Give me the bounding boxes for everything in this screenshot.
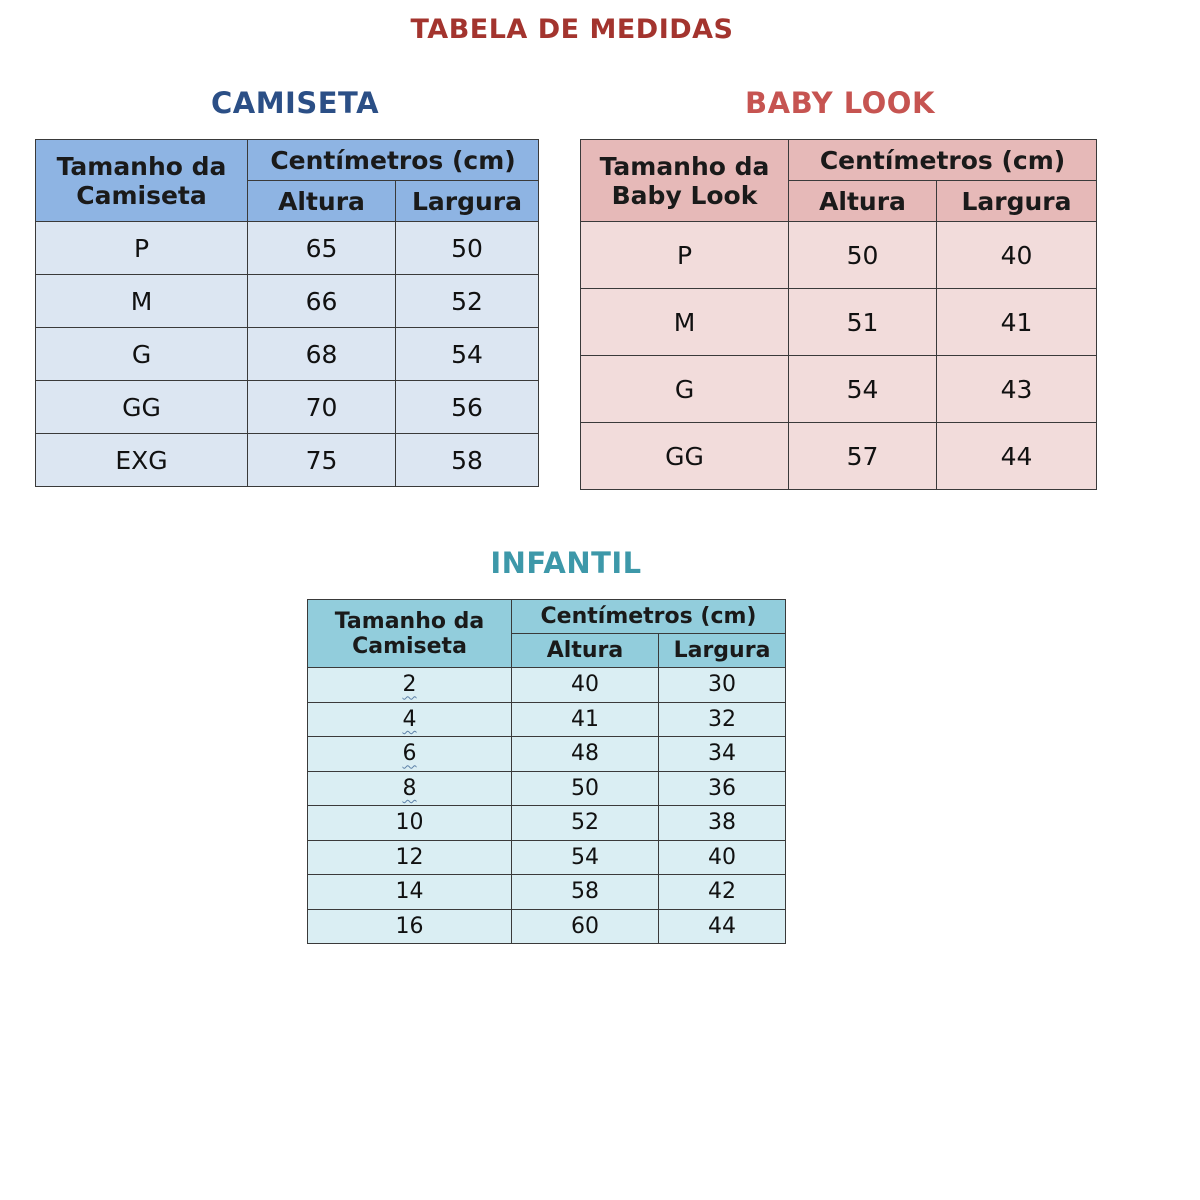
width-cell-value: 41 bbox=[1000, 307, 1033, 337]
height-cell bbox=[512, 668, 659, 703]
width-cell bbox=[396, 222, 539, 275]
width-cell-value: 54 bbox=[451, 339, 483, 369]
size-column-header: Tamanho da Baby Look bbox=[581, 140, 789, 222]
width-cell-value: 32 bbox=[708, 706, 736, 732]
size-cell-value: 14 bbox=[395, 879, 424, 905]
size-cell-value: 4 bbox=[402, 706, 417, 732]
table-row bbox=[581, 356, 1097, 423]
camiseta-title: CAMISETA bbox=[210, 86, 380, 120]
width-cell-value: 40 bbox=[708, 844, 736, 870]
table-row bbox=[308, 840, 786, 875]
table-row bbox=[308, 771, 786, 806]
baby-look-title: BABY LOOK bbox=[745, 86, 935, 120]
size-cell bbox=[581, 289, 789, 356]
size-column-header: Tamanho da Camiseta bbox=[308, 600, 512, 668]
height-cell bbox=[512, 702, 659, 737]
size-cell bbox=[308, 737, 512, 772]
width-cell-value: 44 bbox=[1000, 441, 1033, 471]
height-cell-value: 51 bbox=[846, 307, 879, 337]
width-cell-value: 50 bbox=[451, 233, 483, 263]
height-cell-value: 75 bbox=[305, 445, 338, 475]
table-row bbox=[36, 222, 539, 275]
height-column-header: Altura bbox=[789, 181, 937, 222]
table-row bbox=[308, 806, 786, 841]
width-column-header: Largura bbox=[937, 181, 1097, 222]
size-cell bbox=[308, 771, 512, 806]
infantil-table bbox=[307, 599, 786, 944]
size-cell bbox=[581, 356, 789, 423]
table-row bbox=[36, 434, 539, 487]
width-cell bbox=[659, 737, 786, 772]
height-cell bbox=[512, 737, 659, 772]
height-cell bbox=[789, 289, 937, 356]
baby-look-table bbox=[580, 139, 1097, 490]
size-cell-value: M bbox=[130, 286, 153, 316]
height-cell bbox=[248, 222, 396, 275]
width-cell-value: 38 bbox=[708, 810, 736, 836]
size-cell bbox=[308, 806, 512, 841]
table-row bbox=[581, 222, 1097, 289]
height-cell bbox=[512, 771, 659, 806]
size-cell-value: 12 bbox=[395, 844, 424, 870]
table-row bbox=[36, 328, 539, 381]
infantil-title: INFANTIL bbox=[490, 546, 642, 580]
height-cell bbox=[789, 356, 937, 423]
height-cell bbox=[789, 423, 937, 490]
table-row bbox=[308, 668, 786, 703]
width-cell bbox=[659, 806, 786, 841]
width-cell-value: 42 bbox=[708, 879, 736, 905]
width-cell-value: 40 bbox=[1000, 240, 1033, 270]
height-column-header: Altura bbox=[248, 181, 396, 222]
width-cell-value: 30 bbox=[708, 672, 736, 698]
table-row bbox=[308, 737, 786, 772]
width-cell bbox=[659, 702, 786, 737]
height-cell-value: 57 bbox=[846, 441, 879, 471]
height-cell bbox=[248, 328, 396, 381]
width-cell-value: 56 bbox=[451, 392, 483, 422]
size-cell bbox=[308, 909, 512, 944]
width-cell bbox=[659, 840, 786, 875]
size-cell bbox=[36, 328, 248, 381]
width-cell-value: 34 bbox=[708, 741, 736, 767]
height-cell-value: 58 bbox=[571, 879, 599, 905]
width-cell-value: 58 bbox=[451, 445, 483, 475]
width-cell-value: 44 bbox=[708, 913, 736, 939]
height-cell-value: 48 bbox=[571, 741, 599, 767]
size-cell-value: G bbox=[674, 374, 695, 404]
size-cell-value: EXG bbox=[115, 445, 168, 475]
height-cell bbox=[248, 434, 396, 487]
width-cell bbox=[659, 668, 786, 703]
width-cell bbox=[659, 875, 786, 910]
height-column-header: Altura bbox=[512, 634, 659, 668]
height-cell bbox=[248, 275, 396, 328]
table-row bbox=[36, 381, 539, 434]
height-cell bbox=[512, 875, 659, 910]
size-cell-value: G bbox=[131, 339, 152, 369]
height-cell-value: 41 bbox=[571, 706, 599, 732]
size-cell bbox=[36, 222, 248, 275]
height-cell-value: 54 bbox=[571, 844, 599, 870]
centimeters-group-header: Centímetros (cm) bbox=[789, 140, 1097, 181]
size-cell-value: GG bbox=[665, 441, 704, 471]
size-cell bbox=[36, 275, 248, 328]
height-cell bbox=[512, 909, 659, 944]
width-cell bbox=[396, 275, 539, 328]
width-cell bbox=[396, 381, 539, 434]
size-cell bbox=[308, 875, 512, 910]
height-cell-value: 60 bbox=[571, 913, 599, 939]
size-cell-value: GG bbox=[122, 392, 161, 422]
height-cell bbox=[789, 222, 937, 289]
table-row bbox=[308, 909, 786, 944]
width-cell bbox=[659, 909, 786, 944]
size-cell-value: M bbox=[673, 307, 696, 337]
size-cell-value: 10 bbox=[395, 810, 424, 836]
width-cell bbox=[659, 771, 786, 806]
table-row bbox=[36, 275, 539, 328]
height-cell-value: 54 bbox=[846, 374, 879, 404]
height-cell-value: 65 bbox=[305, 233, 338, 263]
size-column-header: Tamanho da Camiseta bbox=[36, 140, 248, 222]
size-cell bbox=[308, 668, 512, 703]
width-cell bbox=[396, 328, 539, 381]
height-cell-value: 40 bbox=[571, 672, 599, 698]
table-row bbox=[308, 702, 786, 737]
size-cell-value: P bbox=[133, 233, 150, 263]
width-cell-value: 52 bbox=[451, 286, 483, 316]
height-cell-value: 52 bbox=[571, 810, 599, 836]
size-cell bbox=[581, 423, 789, 490]
width-cell bbox=[937, 423, 1097, 490]
height-cell-value: 70 bbox=[305, 392, 338, 422]
table-row bbox=[581, 423, 1097, 490]
camiseta-table bbox=[35, 139, 539, 487]
width-cell bbox=[937, 289, 1097, 356]
table-row bbox=[308, 875, 786, 910]
size-cell bbox=[36, 381, 248, 434]
width-cell-value: 36 bbox=[708, 775, 736, 801]
centimeters-group-header: Centímetros (cm) bbox=[512, 600, 786, 634]
size-cell bbox=[581, 222, 789, 289]
size-cell bbox=[308, 840, 512, 875]
width-cell-value: 43 bbox=[1000, 374, 1033, 404]
width-cell bbox=[937, 222, 1097, 289]
height-cell-value: 66 bbox=[305, 286, 338, 316]
height-cell bbox=[248, 381, 396, 434]
table-row bbox=[581, 289, 1097, 356]
height-cell-value: 50 bbox=[571, 775, 599, 801]
size-cell-value: 16 bbox=[395, 913, 424, 939]
width-cell bbox=[937, 356, 1097, 423]
width-column-header: Largura bbox=[396, 181, 539, 222]
width-cell bbox=[396, 434, 539, 487]
size-cell bbox=[308, 702, 512, 737]
height-cell-value: 50 bbox=[846, 240, 879, 270]
size-cell-value: 8 bbox=[402, 775, 417, 801]
size-cell-value: P bbox=[676, 240, 693, 270]
centimeters-group-header: Centímetros (cm) bbox=[248, 140, 539, 181]
size-cell-value: 2 bbox=[402, 672, 417, 698]
page-title: TABELA DE MEDIDAS bbox=[410, 14, 734, 45]
size-cell-value: 6 bbox=[402, 741, 417, 767]
size-cell bbox=[36, 434, 248, 487]
width-column-header: Largura bbox=[659, 634, 786, 668]
height-cell bbox=[512, 840, 659, 875]
height-cell-value: 68 bbox=[305, 339, 338, 369]
height-cell bbox=[512, 806, 659, 841]
